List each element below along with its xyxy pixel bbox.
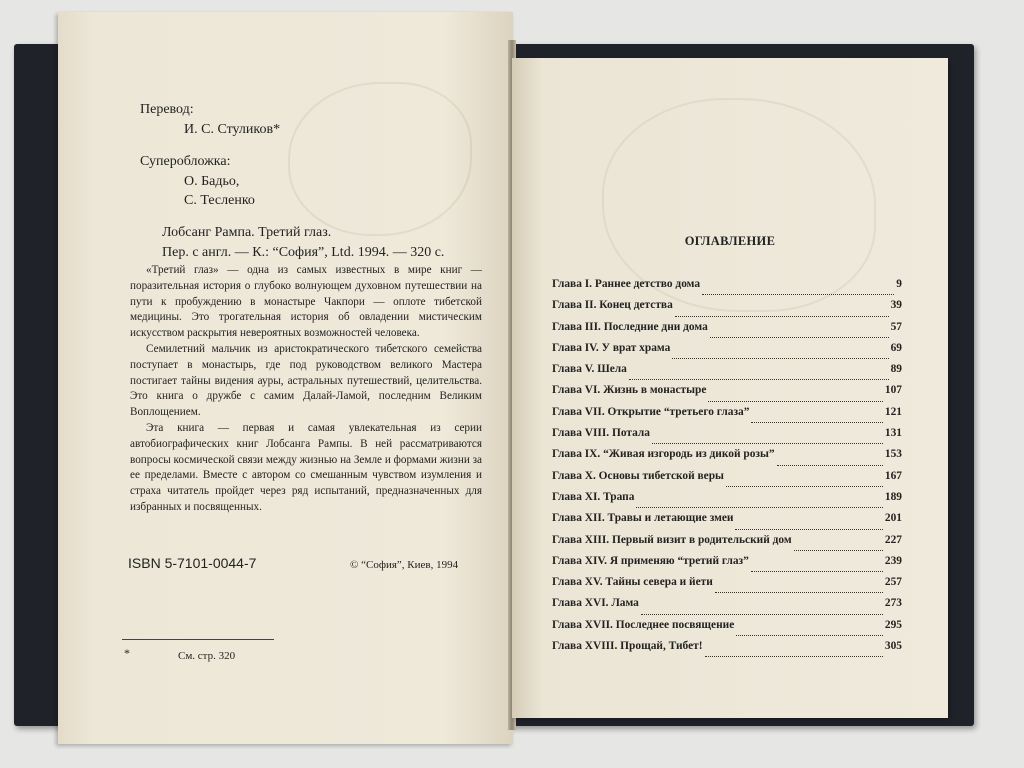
toc-leader-dots (735, 520, 882, 530)
toc-entry (552, 640, 902, 661)
toc-entry (552, 278, 902, 299)
toc-entry (552, 448, 902, 469)
toc-entry (552, 427, 902, 448)
toc-leader-dots (705, 647, 883, 657)
toc-entry-title: Глава XI. Трапа (552, 490, 635, 503)
toc-entry-title: Глава IV. У врат храма (552, 341, 671, 354)
toc-entry-title: Глава I. Раннее детство дома (552, 278, 701, 290)
toc-entry-page: 305 (884, 640, 902, 653)
toc-leader-dots (641, 605, 883, 615)
isbn: ISBN 5-7101-0044-7 (128, 555, 257, 571)
bibliography-line: Пер. с англ. — К.: “София”, Ltd. 1994. — 320 с. (162, 245, 445, 260)
toc-leader-dots (675, 307, 889, 317)
footnote: См. стр. 320 (178, 650, 236, 662)
toc-entry (552, 384, 902, 405)
toc-entry-page: 153 (884, 448, 902, 461)
bleed-through-emblem (288, 82, 472, 236)
toc-entry-page: 189 (884, 490, 902, 503)
toc-leader-dots (751, 413, 882, 423)
toc-entry-page: 131 (884, 427, 902, 440)
toc-entry-page: 9 (896, 278, 902, 290)
toc-leader-dots (751, 562, 883, 572)
toc-leader-dots (652, 434, 883, 444)
toc-leader-dots (777, 456, 883, 466)
toc-leader-dots (736, 626, 883, 636)
cover-label: Суперобложка: (140, 154, 231, 169)
toc-entry-title: Глава VI. Жизнь в монастыре (552, 384, 707, 397)
toc-entry (552, 491, 902, 512)
toc-entry (552, 406, 902, 427)
toc-entry-page: 273 (884, 597, 902, 610)
toc-title: ОГЛАВЛЕНИЕ (684, 234, 776, 248)
description-paragraph: Эта книга — первая и самая увлекательная из серии автобиографических книг Лобсанга Рампы. В ней рассматриваются вопросы космической связи между жизнью на Земле и формами жизни за ее пределами. Вместе с автором со смешанным чувством изумления и страха читатель пройдет через ряд испытаний, предназначенных для избранных и посвященных. (130, 421, 482, 513)
right-page (512, 58, 948, 718)
toc-entry-title: Глава IX. “Живая изгородь из дикой розы” (552, 448, 775, 461)
toc-entry-page: 107 (884, 384, 902, 397)
description-paragraph: «Третий глаз» — одна из самых известных в мире книг — поразительная история о глубоко волнующем духовном путешествии на пути к пробуждению в монастыре Чакпори — оплоте тибетской медицины. Это трогательная история об овладении мистическим искусством раскрытия невероятных возможностей человека. (130, 264, 482, 340)
toc-leader-dots (726, 477, 883, 487)
toc-leader-dots (708, 392, 882, 402)
toc-entry (552, 363, 902, 384)
translation-label: Перевод: (140, 102, 194, 117)
toc-entry-title: Глава VII. Открытие “третьего глаза” (552, 405, 750, 418)
toc-leader-dots (794, 541, 883, 551)
toc-entry (552, 512, 902, 533)
toc-entry-page: 257 (884, 576, 902, 589)
toc-entry-page: 39 (890, 299, 902, 312)
toc-leader-dots (702, 285, 894, 295)
toc-entry-title: Глава XVII. Последнее посвящение (552, 618, 735, 631)
toc-entry (552, 576, 902, 597)
toc-leader-dots (672, 349, 888, 359)
book-description (130, 263, 482, 516)
toc-entry (552, 597, 902, 618)
toc-entry (552, 342, 902, 363)
toc-entry-title: Глава XVIII. Прощай, Тибет! (552, 640, 703, 653)
toc-entry-title: Глава XIII. Первый визит в родительский дом (552, 533, 792, 546)
toc-entry-page: 295 (884, 618, 902, 631)
toc-leader-dots (710, 328, 889, 338)
toc-leader-dots (636, 498, 883, 508)
toc-entry (552, 619, 902, 640)
toc-leader-dots (629, 370, 889, 380)
toc-entry (552, 299, 902, 320)
toc-entry-page: 167 (884, 469, 902, 482)
bibliography-line: Лобсанг Рампа. Третий глаз. (162, 225, 332, 240)
cover-artist: О. Бадьо, (184, 174, 240, 189)
toc-entry-page: 227 (884, 533, 902, 546)
cover-artist: С. Тесленко (184, 193, 255, 208)
toc-entry-title: Глава XII. Травы и летающие змеи (552, 512, 734, 525)
toc-entry (552, 555, 902, 576)
footnote-rule (122, 639, 274, 640)
toc-entry-title: Глава III. Последние дни дома (552, 320, 708, 333)
toc-entry-page: 121 (884, 405, 902, 418)
footnote-mark: * (124, 646, 130, 660)
toc-entry-title: Глава V. Шела (552, 363, 627, 376)
toc-entry-title: Глава VIII. Потала (552, 427, 650, 440)
toc-entry (552, 321, 902, 342)
toc-entry-page: 89 (890, 363, 902, 376)
toc-entry-title: Глава XV. Тайны севера и йети (552, 576, 713, 589)
translator-name: И. С. Стуликов* (184, 122, 281, 137)
toc-entry (552, 534, 902, 555)
table-of-contents (552, 278, 902, 661)
toc-entry-page: 201 (884, 512, 902, 525)
toc-entry (552, 470, 902, 491)
toc-entry-title: Глава XVI. Лама (552, 597, 639, 610)
toc-entry-page: 57 (890, 320, 902, 333)
toc-leader-dots (715, 583, 883, 593)
description-paragraph: Семилетний мальчик из аристократического тибетского семейства поступает в монастырь, где под руководством великого Мастера постигает тайны видения ауры, астральных путешествий, целительства. Это книга о дружбе с самим Далай-Ламой, последним Великим Воплощением. (130, 342, 482, 419)
toc-entry-page: 239 (884, 554, 902, 567)
left-page (58, 12, 513, 744)
copyright: © “София”, Киев, 1994 (350, 559, 459, 571)
toc-entry-title: Глава II. Конец детства (552, 299, 673, 312)
toc-entry-page: 69 (890, 341, 902, 354)
toc-entry-title: Глава XIV. Я применяю “третий глаз” (552, 554, 749, 567)
toc-entry-title: Глава X. Основы тибетской веры (552, 469, 724, 482)
